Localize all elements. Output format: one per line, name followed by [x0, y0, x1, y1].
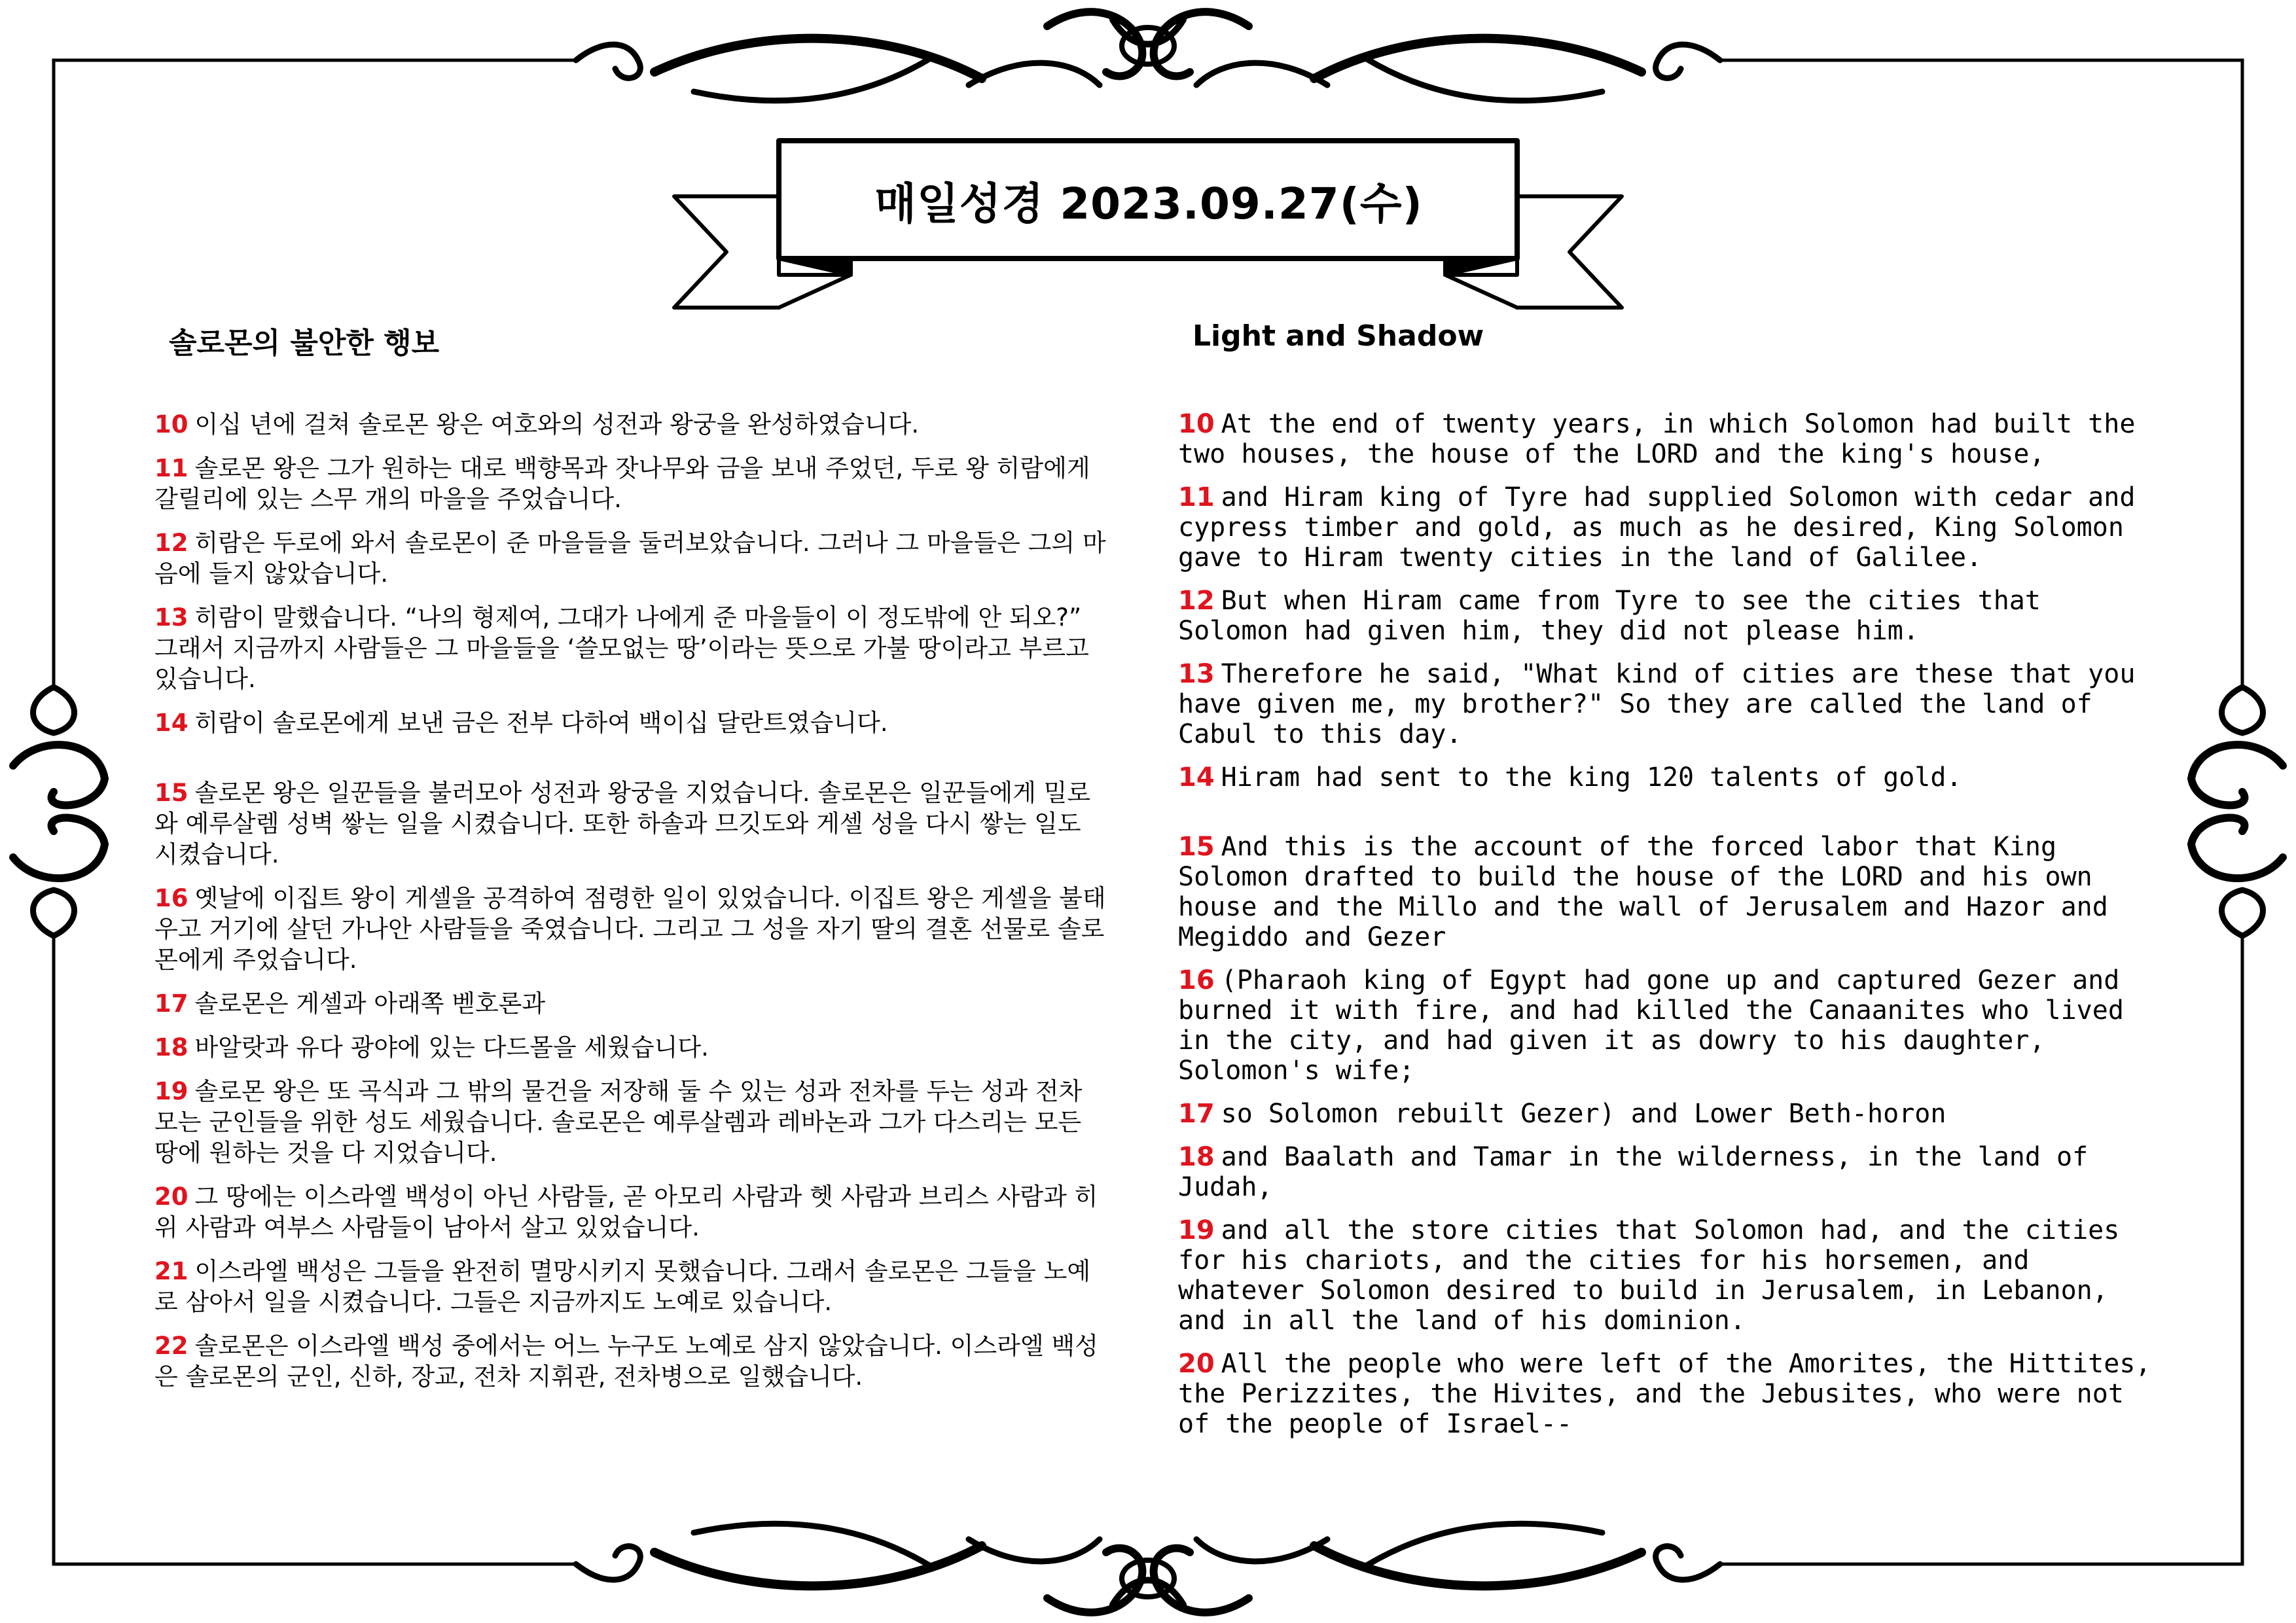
verse-text: 솔로몬 왕은 일꾼들을 불러모아 성전과 왕궁을 지었습니다. 솔로몬은 일꾼들에게 밀로와 예루살렘 성벽 쌓는 일을 시켰습니다. 또한 하솔과 므깃도와 게셀 성을 다시 쌓는 일도 시켰습니다. [154, 779, 1091, 868]
verse-number: 12 [154, 529, 188, 557]
verse-en-15 [1178, 832, 2160, 952]
verse-text: 솔로몬 왕은 그가 원하는 대로 백향목과 잣나무와 금을 보내 주었던, 두로 왕 히람에게 갈릴리에 있는 스무 개의 마을을 주었습니다. [154, 454, 1090, 513]
bottom-flourish [576, 1524, 1720, 1613]
verse-en-11 [1178, 482, 2160, 573]
verse-number: 20 [154, 1183, 188, 1211]
english-column [1178, 409, 2160, 1452]
verse-ko-13 [154, 602, 1110, 694]
verse-number: 16 [1178, 965, 1215, 995]
verse-en-17 [1178, 1099, 2160, 1129]
verse-text: 솔로몬은 게셀과 아래쪽 벧호론과 [194, 990, 546, 1018]
verse-en-16 [1178, 965, 2160, 1086]
verse-en-13 [1178, 659, 2160, 749]
verse-number: 16 [154, 884, 188, 912]
verse-text: 솔로몬은 이스라엘 백성 중에서는 어느 누구도 노예로 삼지 않았습니다. 이스라엘 백성은 솔로몬의 군인, 신하, 장교, 전차 지휘관, 전차병으로 일했습니다. [154, 1332, 1098, 1391]
verse-text: so Solomon rebuilt Gezer) and Lower Beth-horon [1221, 1099, 1946, 1129]
verse-text: At the end of twenty years, in which Solomon had built the two houses, the house of the LORD and the king's house, [1178, 409, 2136, 469]
verse-ko-22 [154, 1330, 1110, 1392]
verse-ko-11 [154, 453, 1110, 514]
verse-text: 이스라엘 백성은 그들을 완전히 멸망시키지 못했습니다. 그래서 솔로몬은 그들을 노예로 삼아서 일을 시켰습니다. 그들은 지금까지도 노예로 있습니다. [154, 1257, 1091, 1316]
verse-text: Therefore he said, "What kind of cities are these that you have given me, my brother?" So they are called the land of Cabul to this day. [1178, 659, 2136, 749]
verse-number: 20 [1178, 1349, 1215, 1379]
verse-text: 옛날에 이집트 왕이 게셀을 공격하여 점령한 일이 있었습니다. 이집트 왕은 게셀을 불태우고 거기에 살던 가나안 사람들을 죽였습니다. 그리고 그 성을 자기 딸의 결혼 선물로 솔로몬에게 주었습니다. [154, 884, 1106, 974]
verse-ko-10 [154, 409, 1110, 440]
verse-number: 11 [154, 454, 188, 482]
verse-number: 18 [1178, 1142, 1215, 1172]
korean-heading: 솔로몬의 불안한 행보 [169, 327, 440, 360]
verse-text: Hiram had sent to the king 120 talents of gold. [1221, 762, 1962, 793]
verse-text: 바알랏과 유다 광야에 있는 다드몰을 세웠습니다. [194, 1033, 709, 1061]
verse-number: 12 [1178, 586, 1215, 616]
verse-ko-16 [154, 883, 1110, 975]
verse-text: (Pharaoh king of Egypt had gone up and captured Gezer and burned it with fire, and had killed the Canaanites who lived in the city, and had given it as dowry to his daughter, Solomon's wife; [1178, 965, 2124, 1086]
verse-number: 19 [154, 1077, 188, 1105]
left-flourish [13, 687, 105, 936]
verse-number: 19 [1178, 1215, 1215, 1245]
verse-en-10 [1178, 409, 2160, 469]
verse-number: 11 [1178, 482, 1215, 512]
verse-number: 22 [154, 1332, 188, 1360]
verse-ko-20 [154, 1181, 1110, 1243]
banner-title: 매일성경 2023.09.27(수) [874, 178, 1423, 229]
verse-ko-12 [154, 527, 1110, 589]
korean-column [154, 409, 1110, 1405]
verse-text: 히람이 말했습니다. “나의 형제여, 그대가 나에게 준 마을들이 이 정도밖에 안 되오?” 그래서 지금까지 사람들은 그 마을들을 ‘쓸모없는 땅’이라는 뜻으로 가불 땅이라고 부르고 있습니다. [154, 603, 1089, 693]
verse-ko-18 [154, 1032, 1110, 1063]
verse-text: and Baalath and Tamar in the wilderness, in the land of Judah, [1178, 1142, 2089, 1202]
verse-ko-17 [154, 988, 1110, 1019]
verse-number: 17 [154, 990, 188, 1018]
verse-en-19 [1178, 1215, 2160, 1336]
verse-number: 13 [1178, 659, 1215, 689]
verse-text: All the people who were left of the Amorites, the Hittites, the Perizzites, the Hivites, and the Jebusites, who were not of the people of Israel-- [1178, 1349, 2151, 1439]
verse-ko-21 [154, 1256, 1110, 1317]
verse-ko-19 [154, 1076, 1110, 1168]
verse-number: 13 [154, 603, 188, 632]
verse-text: 그 땅에는 이스라엘 백성이 아닌 사람들, 곧 아모리 사람과 헷 사람과 브리스 사람과 히위 사람과 여부스 사람들이 남아서 살고 있었습니다. [154, 1183, 1098, 1241]
verse-en-14 [1178, 762, 2160, 793]
verse-ko-15 [154, 777, 1110, 870]
verse-text: But when Hiram came from Tyre to see the cities that Solomon had given him, they did not please him. [1178, 586, 2041, 646]
verse-number: 17 [1178, 1099, 1215, 1129]
verse-text: and all the store cities that Solomon had, and the cities for his chariots, and the cities for his horsemen, and whatever Solomon desired to build in Jerusalem, in Lebanon, and in all the land of his dominion. [1178, 1215, 2120, 1336]
verse-text: and Hiram king of Tyre had supplied Solomon with cedar and cypress timber and gold, as much as he desired, King Solomon gave to Hiram twenty cities in the land of Galilee. [1178, 482, 2136, 573]
verse-text: And this is the account of the forced labor that King Solomon drafted to build the house of the LORD and his own house and the Millo and the wall of Jerusalem and Hazor and Megiddo and Gezer [1178, 832, 2108, 952]
verse-number: 15 [154, 779, 188, 807]
right-flourish [2191, 687, 2283, 936]
verse-en-18 [1178, 1142, 2160, 1202]
verse-ko-14 [154, 707, 1110, 738]
verse-number: 14 [1178, 762, 1215, 793]
verse-number: 18 [154, 1033, 188, 1061]
verse-text: 히람이 솔로몬에게 보낸 금은 전부 다하여 백이십 달란트였습니다. [194, 709, 888, 737]
verse-number: 10 [154, 410, 188, 438]
verse-text: 히람은 두로에 와서 솔로몬이 준 마을들을 둘러보았습니다. 그러나 그 마을들은 그의 마음에 들지 않았습니다. [154, 529, 1106, 588]
verse-number: 14 [154, 709, 188, 737]
english-heading: Light and Shadow [1193, 319, 1484, 353]
verse-number: 10 [1178, 409, 1215, 439]
verse-en-12 [1178, 586, 2160, 646]
verse-number: 21 [154, 1257, 188, 1285]
verse-en-20 [1178, 1349, 2160, 1439]
verse-text: 이십 년에 걸쳐 솔로몬 왕은 여호와의 성전과 왕궁을 완성하였습니다. [194, 410, 920, 438]
verse-number: 15 [1178, 832, 1215, 862]
top-flourish [576, 12, 1720, 101]
verse-text: 솔로몬 왕은 또 곡식과 그 밖의 물건을 저장해 둘 수 있는 성과 전차를 두는 성과 전차 모는 군인들을 위한 성도 세웠습니다. 솔로몬은 예루살렘과 레바논과 그가 다스리는 모든 땅에 원하는 것을 다 지었습니다. [154, 1077, 1083, 1167]
